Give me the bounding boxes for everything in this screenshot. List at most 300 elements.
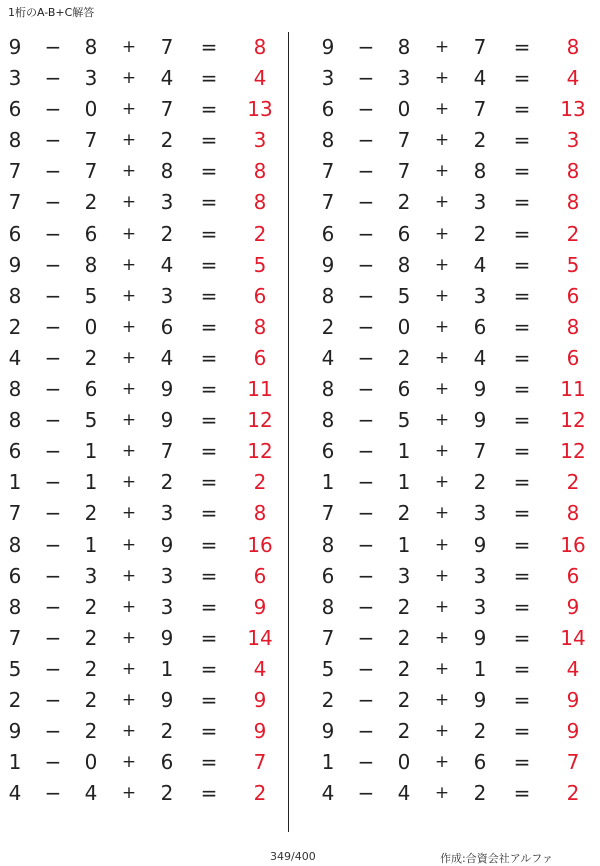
minus-sign: −: [357, 719, 375, 744]
equals-sign: =: [200, 781, 218, 806]
equals-sign: =: [200, 750, 218, 775]
operand-b: 2: [84, 625, 98, 650]
minus-sign: −: [44, 656, 62, 681]
equation-row: [0, 250, 290, 281]
minus-sign: −: [44, 594, 62, 619]
operand-c: 8: [160, 159, 174, 184]
operand-b: 7: [84, 159, 98, 184]
operand-c: 3: [160, 594, 174, 619]
minus-sign: −: [357, 408, 375, 433]
operand-b: 2: [84, 345, 98, 370]
answer: 8: [566, 159, 580, 184]
operand-a: 8: [321, 594, 335, 619]
operand-a: 6: [8, 439, 22, 464]
minus-sign: −: [357, 377, 375, 402]
operand-c: 3: [473, 283, 487, 308]
plus-sign: +: [434, 161, 450, 182]
minus-sign: −: [44, 563, 62, 588]
operand-c: 2: [160, 781, 174, 806]
minus-sign: −: [44, 190, 62, 215]
operand-b: 2: [397, 501, 411, 526]
equals-sign: =: [513, 128, 531, 153]
operand-c: 4: [160, 345, 174, 370]
plus-sign: +: [434, 192, 450, 213]
minus-sign: −: [44, 532, 62, 557]
operand-c: 2: [473, 781, 487, 806]
plus-sign: +: [434, 503, 450, 524]
equation-row: [0, 436, 290, 467]
operand-b: 8: [397, 35, 411, 59]
equals-sign: =: [513, 314, 531, 339]
minus-sign: −: [357, 314, 375, 339]
operand-a: 7: [8, 625, 22, 650]
equation-row: [0, 374, 290, 405]
answer: 12: [247, 439, 273, 464]
operand-a: 1: [321, 750, 335, 775]
answer: 8: [566, 314, 580, 339]
operand-a: 2: [321, 314, 335, 339]
equation-row: [313, 374, 600, 405]
minus-sign: −: [357, 625, 375, 650]
operand-a: 1: [8, 750, 22, 775]
equals-sign: =: [513, 252, 531, 277]
answer: 2: [253, 781, 267, 806]
answer: 8: [566, 35, 580, 59]
operand-b: 0: [397, 750, 411, 775]
equals-sign: =: [200, 159, 218, 184]
equation-row: [0, 63, 290, 94]
equation-row: [313, 685, 600, 716]
operand-c: 3: [160, 283, 174, 308]
operand-a: 7: [8, 159, 22, 184]
operand-a: 3: [321, 66, 335, 91]
operand-b: 2: [84, 190, 98, 215]
plus-sign: +: [121, 721, 137, 742]
answer: 9: [253, 687, 267, 712]
answer: 4: [566, 66, 580, 91]
equation-row: [313, 219, 600, 250]
problem-column-right: [313, 32, 600, 809]
equals-sign: =: [513, 656, 531, 681]
equals-sign: =: [200, 594, 218, 619]
plus-sign: +: [434, 130, 450, 151]
operand-b: 2: [84, 501, 98, 526]
equals-sign: =: [513, 159, 531, 184]
equation-row: [0, 623, 290, 654]
equation-row: [313, 32, 600, 63]
operand-b: 2: [397, 656, 411, 681]
plus-sign: +: [434, 223, 450, 244]
plus-sign: +: [121, 534, 137, 555]
answer: 4: [253, 656, 267, 681]
operand-c: 3: [160, 501, 174, 526]
equation-row: [313, 250, 600, 281]
equation-row: [0, 125, 290, 156]
operand-a: 4: [321, 781, 335, 806]
equation-row: [313, 654, 600, 685]
operand-b: 2: [397, 719, 411, 744]
equals-sign: =: [200, 501, 218, 526]
plus-sign: +: [434, 752, 450, 773]
plus-sign: +: [121, 37, 137, 57]
plus-sign: +: [434, 565, 450, 586]
answer: 6: [566, 563, 580, 588]
operand-c: 9: [473, 377, 487, 402]
answer: 16: [560, 532, 586, 557]
operand-a: 6: [321, 97, 335, 122]
operand-c: 9: [160, 408, 174, 433]
equation-row: [0, 187, 290, 218]
operand-b: 7: [84, 128, 98, 153]
equation-row: [313, 187, 600, 218]
answer: 9: [253, 594, 267, 619]
operand-b: 5: [84, 408, 98, 433]
plus-sign: +: [121, 99, 137, 120]
plus-sign: +: [121, 503, 137, 524]
minus-sign: −: [44, 35, 62, 59]
minus-sign: −: [357, 35, 375, 59]
operand-a: 8: [8, 128, 22, 153]
operand-b: 5: [397, 283, 411, 308]
operand-a: 2: [8, 687, 22, 712]
operand-a: 3: [8, 66, 22, 91]
worksheet-title: 1桁のA-B+C解答: [8, 6, 95, 19]
equation-row: [0, 467, 290, 498]
equation-row: [0, 156, 290, 187]
operand-b: 5: [84, 283, 98, 308]
answer: 14: [247, 625, 273, 650]
operand-a: 8: [8, 532, 22, 557]
operand-b: 5: [397, 408, 411, 433]
equation-row: [0, 281, 290, 312]
equals-sign: =: [513, 750, 531, 775]
minus-sign: −: [357, 781, 375, 806]
operand-b: 3: [84, 563, 98, 588]
operand-c: 2: [160, 719, 174, 744]
operand-b: 4: [397, 781, 411, 806]
plus-sign: +: [121, 223, 137, 244]
operand-c: 7: [473, 439, 487, 464]
equals-sign: =: [200, 128, 218, 153]
plus-sign: +: [434, 285, 450, 306]
operand-a: 8: [321, 408, 335, 433]
equals-sign: =: [200, 532, 218, 557]
operand-a: 4: [321, 345, 335, 370]
plus-sign: +: [121, 68, 137, 89]
plus-sign: +: [121, 254, 137, 275]
minus-sign: −: [357, 97, 375, 122]
answer: 12: [560, 439, 586, 464]
plus-sign: +: [434, 410, 450, 431]
equals-sign: =: [200, 625, 218, 650]
equals-sign: =: [513, 501, 531, 526]
plus-sign: +: [121, 347, 137, 368]
plus-sign: +: [434, 99, 450, 120]
answer: 9: [566, 687, 580, 712]
plus-sign: +: [121, 658, 137, 679]
answer: 11: [247, 377, 273, 402]
operand-c: 7: [473, 35, 487, 59]
operand-c: 4: [160, 252, 174, 277]
operand-c: 9: [160, 532, 174, 557]
operand-a: 7: [321, 190, 335, 215]
operand-a: 2: [321, 687, 335, 712]
operand-c: 2: [160, 128, 174, 153]
equals-sign: =: [513, 408, 531, 433]
equation-row: [313, 436, 600, 467]
equals-sign: =: [200, 221, 218, 246]
minus-sign: −: [357, 66, 375, 91]
operand-c: 3: [160, 563, 174, 588]
equals-sign: =: [200, 719, 218, 744]
equals-sign: =: [513, 439, 531, 464]
equation-row: [313, 623, 600, 654]
plus-sign: +: [434, 379, 450, 400]
operand-a: 8: [8, 408, 22, 433]
operand-a: 8: [8, 594, 22, 619]
equals-sign: =: [200, 687, 218, 712]
answer: 12: [560, 408, 586, 433]
operand-c: 3: [473, 190, 487, 215]
operand-a: 9: [321, 35, 335, 59]
plus-sign: +: [121, 783, 137, 804]
answer: 8: [566, 190, 580, 215]
answer: 3: [253, 128, 267, 153]
answer: 13: [560, 97, 586, 122]
operand-c: 6: [473, 314, 487, 339]
answer: 8: [253, 314, 267, 339]
operand-a: 8: [321, 377, 335, 402]
equals-sign: =: [200, 314, 218, 339]
equals-sign: =: [513, 532, 531, 557]
answer: 2: [253, 470, 267, 495]
minus-sign: −: [44, 377, 62, 402]
operand-b: 6: [397, 377, 411, 402]
answer: 8: [253, 190, 267, 215]
problem-column-left: [0, 32, 290, 809]
operand-b: 8: [84, 35, 98, 59]
equals-sign: =: [513, 625, 531, 650]
minus-sign: −: [357, 594, 375, 619]
operand-a: 7: [321, 501, 335, 526]
operand-b: 1: [397, 470, 411, 495]
answer: 8: [253, 159, 267, 184]
answer: 2: [253, 221, 267, 246]
equals-sign: =: [200, 408, 218, 433]
operand-a: 8: [321, 128, 335, 153]
equation-row: [313, 405, 600, 436]
minus-sign: −: [44, 345, 62, 370]
plus-sign: +: [434, 441, 450, 462]
minus-sign: −: [357, 656, 375, 681]
plus-sign: +: [434, 658, 450, 679]
equation-row: [313, 281, 600, 312]
operand-a: 7: [321, 159, 335, 184]
operand-c: 9: [160, 377, 174, 402]
operand-c: 1: [160, 656, 174, 681]
plus-sign: +: [434, 627, 450, 648]
equals-sign: =: [200, 377, 218, 402]
equation-row: [313, 498, 600, 529]
minus-sign: −: [357, 470, 375, 495]
minus-sign: −: [357, 501, 375, 526]
operand-a: 6: [321, 563, 335, 588]
operand-a: 8: [8, 377, 22, 402]
plus-sign: +: [121, 379, 137, 400]
operand-a: 7: [8, 501, 22, 526]
operand-b: 3: [84, 66, 98, 91]
answer: 9: [253, 719, 267, 744]
answer: 6: [253, 283, 267, 308]
equals-sign: =: [513, 470, 531, 495]
equation-row: [0, 685, 290, 716]
minus-sign: −: [44, 97, 62, 122]
equation-row: [0, 561, 290, 592]
answer: 8: [566, 501, 580, 526]
equation-row: [0, 405, 290, 436]
equals-sign: =: [200, 66, 218, 91]
operand-c: 1: [473, 656, 487, 681]
operand-b: 6: [84, 377, 98, 402]
equals-sign: =: [200, 35, 218, 59]
answer: 7: [566, 750, 580, 775]
operand-a: 5: [8, 656, 22, 681]
operand-c: 3: [473, 563, 487, 588]
minus-sign: −: [44, 283, 62, 308]
answer: 16: [247, 532, 273, 557]
answer: 7: [253, 750, 267, 775]
operand-c: 7: [160, 35, 174, 59]
equals-sign: =: [513, 345, 531, 370]
operand-c: 6: [473, 750, 487, 775]
operand-b: 1: [84, 439, 98, 464]
minus-sign: −: [44, 470, 62, 495]
equation-row: [313, 312, 600, 343]
equals-sign: =: [200, 345, 218, 370]
answer: 14: [560, 625, 586, 650]
plus-sign: +: [121, 752, 137, 773]
operand-a: 1: [321, 470, 335, 495]
operand-a: 8: [8, 283, 22, 308]
minus-sign: −: [44, 750, 62, 775]
equals-sign: =: [513, 563, 531, 588]
operand-a: 7: [8, 190, 22, 215]
plus-sign: +: [121, 161, 137, 182]
operand-c: 9: [473, 687, 487, 712]
operand-b: 7: [397, 128, 411, 153]
equals-sign: =: [513, 594, 531, 619]
minus-sign: −: [44, 159, 62, 184]
operand-b: 2: [84, 687, 98, 712]
operand-c: 9: [473, 625, 487, 650]
operand-a: 7: [321, 625, 335, 650]
answer: 2: [566, 221, 580, 246]
equals-sign: =: [200, 190, 218, 215]
operand-c: 2: [160, 221, 174, 246]
minus-sign: −: [44, 501, 62, 526]
equation-row: [0, 312, 290, 343]
plus-sign: +: [434, 347, 450, 368]
plus-sign: +: [121, 316, 137, 337]
operand-c: 9: [473, 408, 487, 433]
operand-c: 4: [473, 345, 487, 370]
column-divider: [288, 32, 289, 832]
operand-b: 2: [397, 625, 411, 650]
equals-sign: =: [200, 563, 218, 588]
minus-sign: −: [357, 439, 375, 464]
equals-sign: =: [200, 283, 218, 308]
operand-b: 1: [397, 439, 411, 464]
equals-sign: =: [200, 252, 218, 277]
operand-c: 2: [160, 470, 174, 495]
plus-sign: +: [434, 68, 450, 89]
equation-row: [313, 561, 600, 592]
operand-c: 2: [473, 470, 487, 495]
plus-sign: +: [121, 410, 137, 431]
minus-sign: −: [357, 190, 375, 215]
equals-sign: =: [200, 439, 218, 464]
answer: 6: [253, 563, 267, 588]
operand-c: 2: [473, 719, 487, 744]
equation-row: [0, 778, 290, 809]
minus-sign: −: [44, 128, 62, 153]
equation-row: [0, 654, 290, 685]
equation-row: [0, 498, 290, 529]
answer: 12: [247, 408, 273, 433]
plus-sign: +: [434, 254, 450, 275]
operand-b: 2: [397, 190, 411, 215]
operand-c: 2: [473, 128, 487, 153]
operand-a: 9: [8, 252, 22, 277]
operand-a: 6: [321, 439, 335, 464]
answer: 8: [253, 501, 267, 526]
equation-row: [313, 747, 600, 778]
operand-b: 2: [397, 687, 411, 712]
answer: 13: [247, 97, 273, 122]
plus-sign: +: [121, 130, 137, 151]
plus-sign: +: [434, 689, 450, 710]
plus-sign: +: [434, 37, 450, 57]
author-credit: 作成:合資会社アルファ: [440, 852, 554, 865]
equation-row: [313, 343, 600, 374]
operand-a: 8: [321, 283, 335, 308]
equals-sign: =: [513, 781, 531, 806]
equation-row: [0, 716, 290, 747]
answer: 2: [566, 470, 580, 495]
operand-b: 6: [397, 221, 411, 246]
equals-sign: =: [513, 97, 531, 122]
plus-sign: +: [434, 721, 450, 742]
operand-a: 6: [8, 563, 22, 588]
minus-sign: −: [357, 159, 375, 184]
answer: 6: [566, 345, 580, 370]
equals-sign: =: [513, 221, 531, 246]
operand-b: 3: [397, 563, 411, 588]
operand-b: 1: [84, 470, 98, 495]
operand-a: 5: [321, 656, 335, 681]
equals-sign: =: [513, 66, 531, 91]
minus-sign: −: [357, 283, 375, 308]
plus-sign: +: [121, 565, 137, 586]
equation-row: [313, 63, 600, 94]
answer: 8: [253, 35, 267, 59]
equation-row: [313, 94, 600, 125]
minus-sign: −: [357, 687, 375, 712]
operand-b: 0: [84, 750, 98, 775]
operand-c: 7: [160, 97, 174, 122]
operand-c: 9: [473, 532, 487, 557]
minus-sign: −: [44, 439, 62, 464]
